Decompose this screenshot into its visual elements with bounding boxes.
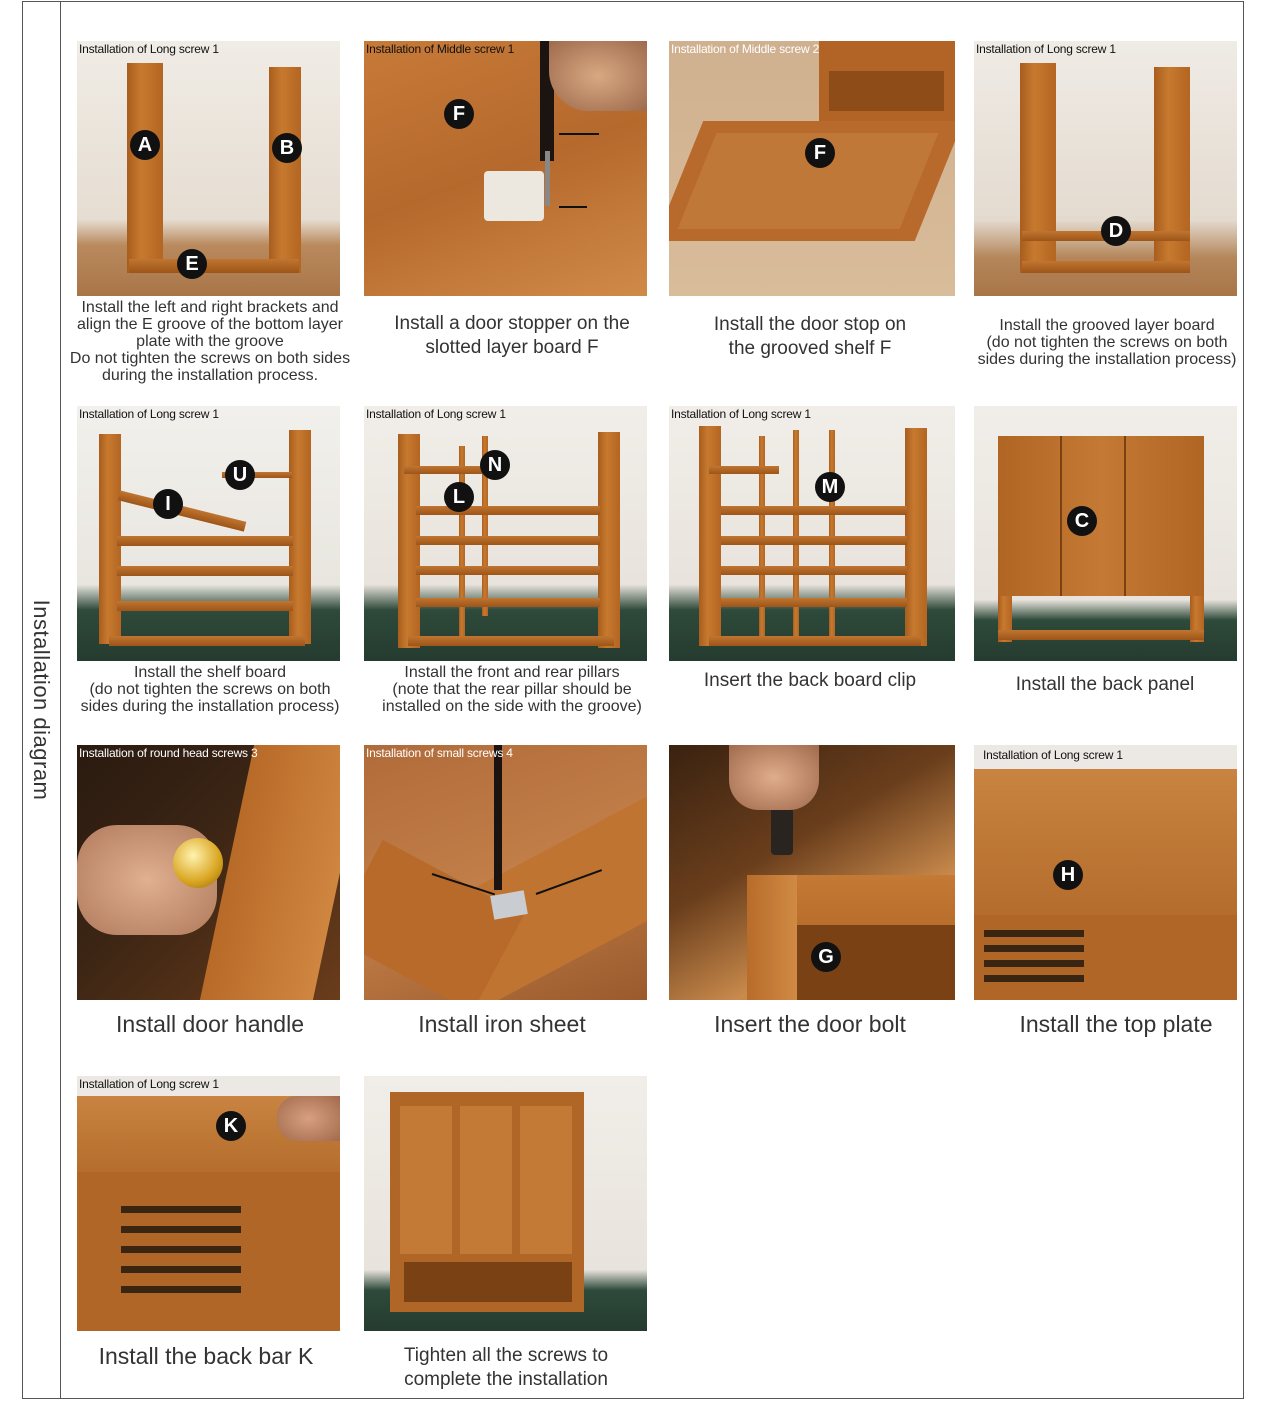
step-12-photo xyxy=(974,745,1237,1000)
step-10-label: Installation of small screws 4 xyxy=(366,746,513,760)
step-9-caption: Install door handle xyxy=(116,1011,304,1037)
step-12-caption: Install the top plate xyxy=(1019,1011,1213,1037)
badge-n: N xyxy=(480,450,510,480)
step-1-caption: Install the left and right brackets and align the E groove of the bottom layer plate with the groove Do not tighten the screws on both sides during the installation process. xyxy=(69,299,351,384)
step-2-caption: Install a door stopper on the slotted layer board F xyxy=(394,313,630,358)
step-13-caption: Install the back bar K xyxy=(98,1343,314,1369)
badge-l: L xyxy=(444,482,474,512)
step-14-photo xyxy=(364,1076,647,1331)
badge-g: G xyxy=(811,942,841,972)
step-10-caption: Install iron sheet xyxy=(418,1011,586,1037)
step-13-photo xyxy=(77,1076,340,1331)
badge-f2: F xyxy=(805,138,835,168)
badge-i: I xyxy=(153,489,183,519)
step-3-caption: Install the door stop on the grooved shelf F xyxy=(713,314,907,359)
badge-h: H xyxy=(1053,860,1083,890)
step-1-label: Installation of Long screw 1 xyxy=(79,42,219,56)
step-4-caption: Install the grooved layer board (do not tighten the screws on both sides during the installation process) xyxy=(977,317,1237,368)
step-2-label: Installation of Middle screw 1 xyxy=(366,42,515,56)
step-5-photo xyxy=(77,406,340,661)
step-1-photo xyxy=(77,41,340,296)
step-9-photo xyxy=(77,745,340,1000)
step-14-caption: Tighten all the screws to complete the installation xyxy=(403,1345,609,1390)
step-3-label: Installation of Middle screw 2 xyxy=(671,42,820,56)
badge-b: B xyxy=(272,133,302,163)
step-9-label: Installation of round head screws 3 xyxy=(79,746,258,760)
step-6-caption: Install the front and rear pillars (note that the rear pillar should be installed on the side with the groove) xyxy=(382,664,642,715)
step-4-label: Installation of Long screw 1 xyxy=(976,42,1116,56)
step-11-photo xyxy=(669,745,955,1000)
badge-m: M xyxy=(815,472,845,502)
step-13-label: Installation of Long screw 1 xyxy=(79,1077,219,1091)
step-7-photo xyxy=(669,406,955,661)
side-divider xyxy=(60,1,61,1399)
step-12-label: Installation of Long screw 1 xyxy=(983,748,1123,762)
step-5-caption-a: Install the shelf board (do not tighten the screws on both sides during the installation process) xyxy=(80,664,340,715)
step-4-photo xyxy=(974,41,1237,296)
step-3-photo xyxy=(669,41,955,296)
step-8-photo xyxy=(974,406,1237,661)
badge-u: U xyxy=(225,460,255,490)
step-11-caption: Insert the door bolt xyxy=(714,1011,906,1037)
badge-a: A xyxy=(130,130,160,160)
step-2-photo xyxy=(364,41,647,296)
step-7-label: Installation of Long screw 1 xyxy=(671,407,811,421)
step-5-label: Installation of Long screw 1 xyxy=(79,407,219,421)
badge-e: E xyxy=(177,249,207,279)
step-7-caption: Insert the back board clip xyxy=(703,670,917,691)
step-10-photo xyxy=(364,745,647,1000)
step-6-photo xyxy=(364,406,647,661)
step-8-caption: Install the back panel xyxy=(1015,674,1195,695)
badge-c: C xyxy=(1067,506,1097,536)
badge-d: D xyxy=(1101,216,1131,246)
step-6-label: Installation of Long screw 1 xyxy=(366,407,506,421)
side-title: Installation diagram xyxy=(29,599,54,801)
badge-f: F xyxy=(444,99,474,129)
badge-k: K xyxy=(216,1111,246,1141)
